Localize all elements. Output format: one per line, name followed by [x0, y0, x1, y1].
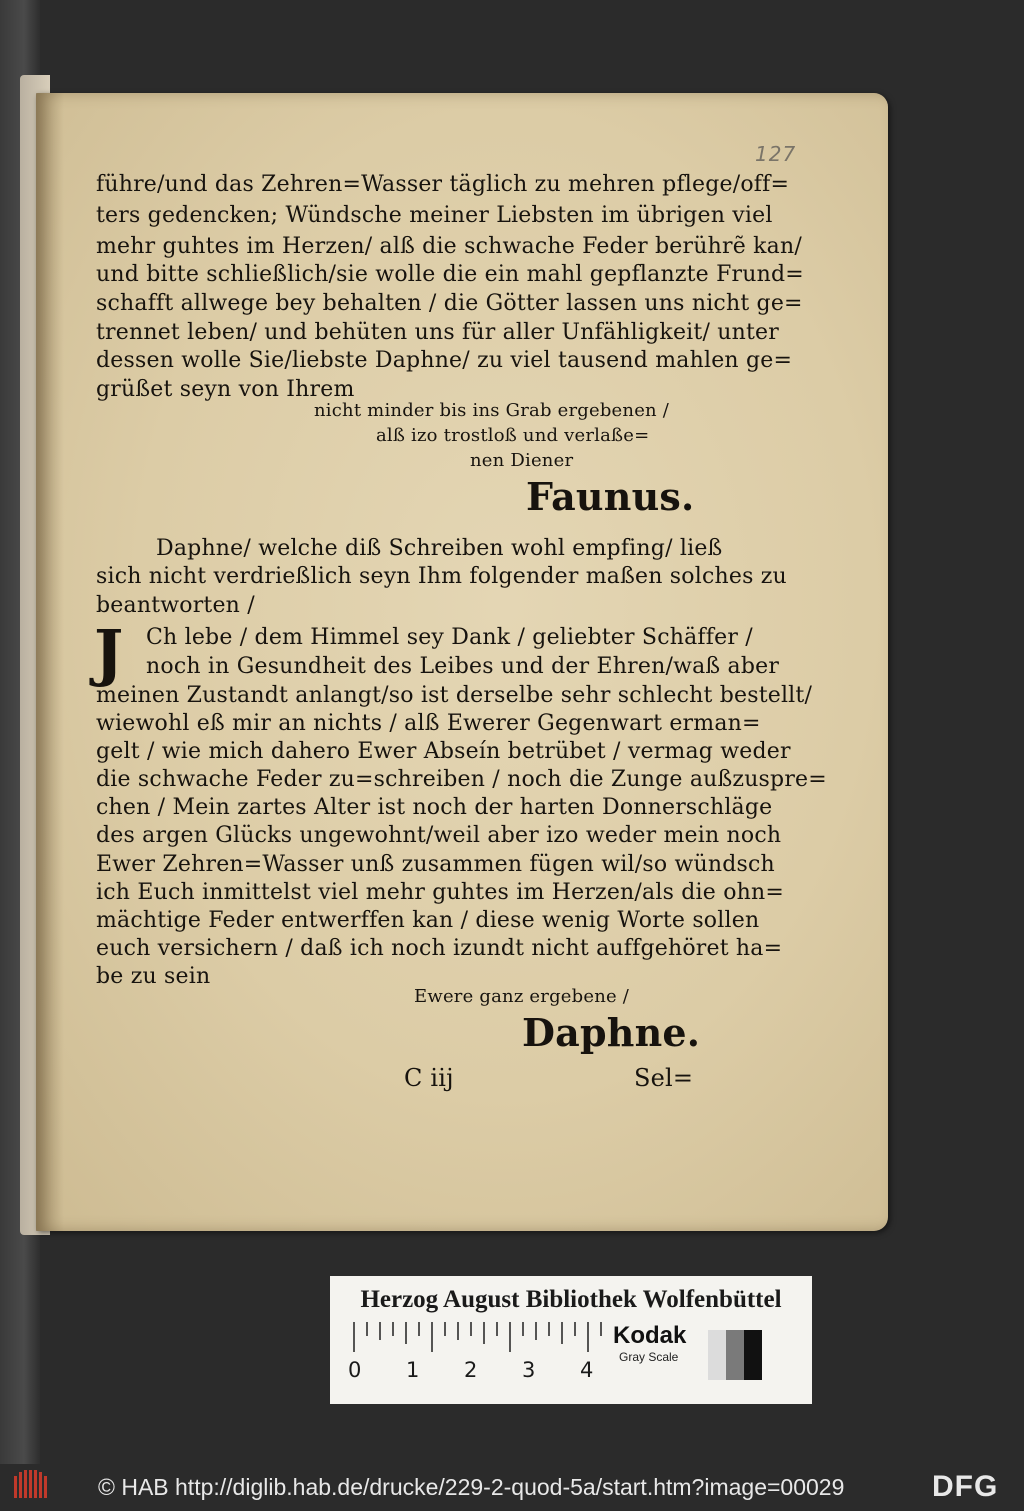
dfg-logo: DFG — [932, 1470, 999, 1503]
signature-mark: C iij — [404, 1064, 454, 1092]
drop-cap: J — [94, 616, 124, 689]
gray-swatch-mid — [726, 1330, 744, 1380]
intro-line: sich nicht verdrießlich seyn Ihm folgender maßen solches zu — [96, 564, 787, 589]
hab-logo-icon — [14, 1470, 48, 1498]
body-line: dessen wolle Sie/liebste Daphne/ zu viel tausend mahlen ge= — [96, 348, 793, 373]
source-url[interactable]: © HAB http://diglib.hab.de/drucke/229-2-quod-5a/start.htm?image=00029 — [98, 1474, 845, 1500]
body-line: grüßet seyn von Ihrem — [96, 377, 355, 402]
ruler-number: 3 — [522, 1358, 536, 1382]
intro-line: Daphne/ welche diß Schreiben wohl empfing/ ließ — [156, 536, 723, 561]
ruler-number: 4 — [580, 1358, 594, 1382]
letter-line: Ewer Zehren=Wasser unß zusammen fügen wil/so wündsch — [96, 852, 775, 877]
letter-line: meinen Zustandt anlangt/so ist derselbe sehr schlecht bestellt/ — [96, 683, 813, 708]
letter-line: Ch lebe / dem Himmel sey Dank / geliebter Schäffer / — [146, 625, 753, 650]
signature-faunus: Faunus. — [526, 474, 695, 519]
letter-line: euch versichern / daß ich noch izundt nicht auffgehöret ha= — [96, 936, 783, 961]
library-name: Herzog August Bibliothek Wolfenbüttel — [360, 1286, 782, 1313]
letter-line: chen / Mein zartes Alter ist noch der harten Donnerschläge — [96, 795, 773, 820]
body-line: trennet leben/ und behüten uns für aller Unfähligkeit/ unter — [96, 320, 779, 345]
gray-scale-label: Gray Scale — [619, 1350, 679, 1364]
signature-daphne: Daphne. — [522, 1010, 701, 1055]
folio-number: 127 — [755, 142, 797, 166]
letter-line: mächtige Feder entwerffen kan / diese wenig Worte sollen — [96, 908, 760, 933]
letter-line: be zu sein — [96, 964, 211, 989]
body-line: und bitte schließlich/sie wolle die ein mahl gepflanzte Frund= — [96, 262, 804, 287]
body-line: mehr guhtes im Herzen/ alß die schwache Feder berührẽ kan/ — [96, 234, 802, 259]
letter-line: des argen Glücks ungewohnt/weil aber izo weder mein noch — [96, 823, 782, 848]
letter-line: gelt / wie mich dahero Ewer Abseín betrübet / vermag weder — [96, 739, 791, 764]
catchword: Sel= — [634, 1064, 694, 1092]
closing-line: nen Diener — [470, 450, 574, 471]
ruler-scale — [350, 1322, 612, 1352]
library-label-card — [330, 1276, 812, 1404]
closing-line: Ewere ganz ergebene / — [414, 986, 630, 1007]
body-line: ters gedencken; Wündsche meiner Liebsten im übrigen viel — [96, 203, 773, 228]
ruler-number: 2 — [464, 1358, 478, 1382]
kodak-logo: Kodak — [613, 1322, 687, 1349]
body-line: führe/und das Zehren=Wasser täglich zu mehren pflege/off= — [96, 172, 790, 197]
ruler-number: 1 — [406, 1358, 420, 1382]
letter-line: ich Euch inmittelst viel mehr guhtes im Herzen/als die ohn= — [96, 880, 785, 905]
letter-line: die schwache Feder zu=schreiben / noch die Zunge außzuspre= — [96, 767, 827, 792]
intro-line: beantworten / — [96, 593, 255, 618]
closing-line: nicht minder bis ins Grab ergebenen / — [314, 400, 670, 421]
page-gutter-shadow — [36, 93, 64, 1231]
body-line: schafft allwege bey behalten / die Götter lassen uns nicht ge= — [96, 291, 803, 316]
closing-line: alß izo trostloß und verlaße= — [376, 425, 650, 446]
ruler-number: 0 — [348, 1358, 362, 1382]
letter-line: noch in Gesundheit des Leibes und der Ehren/waß aber — [146, 654, 780, 679]
gray-swatch-light — [708, 1330, 726, 1380]
gray-swatch-dark — [744, 1330, 762, 1380]
letter-line: wiewohl eß mir an nichts / alß Ewerer Gegenwart erman= — [96, 711, 761, 736]
